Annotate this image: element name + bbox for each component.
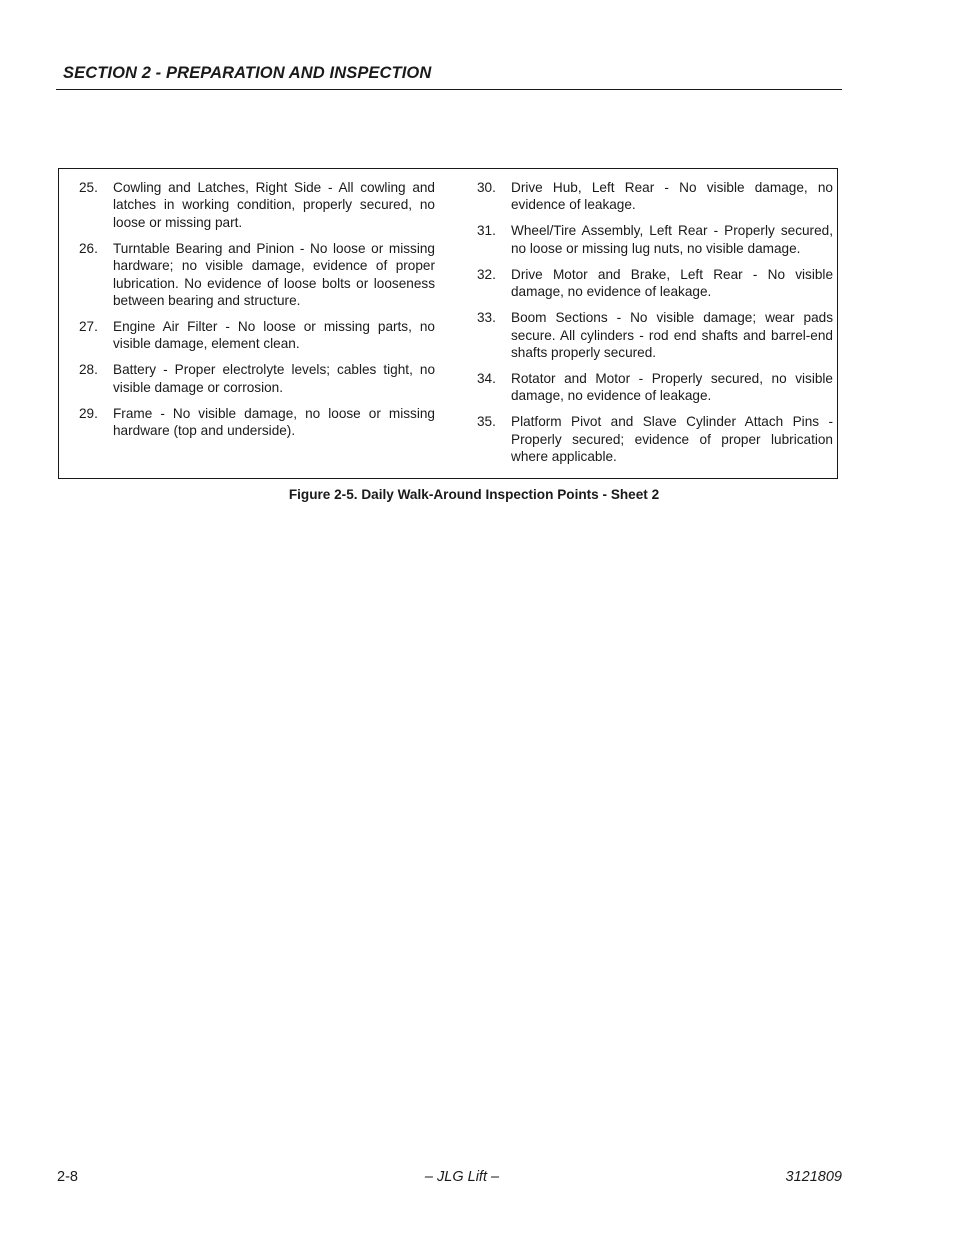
item-number: 35. bbox=[477, 414, 496, 430]
item-number: 29. bbox=[79, 405, 98, 421]
item-text: Platform Pivot and Slave Cylinder Attach Pins - Properly secured; evidence of proper lubrication where applicable. bbox=[511, 414, 833, 465]
item-number: 28. bbox=[79, 362, 98, 378]
list-item bbox=[79, 405, 435, 440]
list-item bbox=[477, 179, 833, 214]
list-item bbox=[477, 413, 833, 465]
list-item bbox=[477, 370, 833, 405]
item-text: Turntable Bearing and Pinion - No loose or missing hardware; no visible damage, evidence of proper lubrication. No evidence of loose bolts or looseness between bearing and structure. bbox=[113, 240, 435, 309]
item-text: Boom Sections - No visible damage; wear pads secure. All cylinders - rod end shafts and barrel-end shafts properly secured. bbox=[511, 310, 833, 361]
list-item bbox=[79, 361, 435, 396]
item-text: Drive Motor and Brake, Left Rear - No visible damage, no evidence of leakage. bbox=[511, 266, 833, 300]
item-text: Wheel/Tire Assembly, Left Rear - Properly secured, no loose or missing lug nuts, no visible damage. bbox=[511, 223, 833, 256]
figure-caption bbox=[0, 487, 954, 502]
inspection-list-right bbox=[477, 179, 833, 474]
item-number: 30. bbox=[477, 180, 496, 195]
item-number: 31. bbox=[477, 223, 496, 239]
list-item bbox=[79, 240, 435, 310]
item-text: Frame - No visible damage, no loose or missing hardware (top and underside). bbox=[113, 405, 435, 439]
header-divider bbox=[56, 89, 842, 90]
document-number: 3121809 bbox=[785, 1169, 842, 1185]
list-item bbox=[79, 179, 435, 231]
inspection-list-left bbox=[79, 179, 435, 448]
footer-brand-text: – JLG Lift – bbox=[424, 1169, 500, 1185]
figure-caption-text: Figure 2-5. Daily Walk-Around Inspection Points - Sheet 2 bbox=[288, 487, 660, 502]
item-number: 34. bbox=[477, 371, 496, 387]
item-number: 25. bbox=[79, 180, 98, 195]
item-text: Engine Air Filter - No loose or missing parts, no visible damage, element clean. bbox=[113, 319, 435, 352]
item-text: Rotator and Motor - Properly secured, no visible damage, no evidence of leakage. bbox=[511, 371, 833, 404]
item-number: 26. bbox=[79, 240, 98, 256]
item-text: Battery - Proper electrolyte levels; cables tight, no visible damage or corrosion. bbox=[113, 362, 435, 395]
inspection-points-box bbox=[58, 168, 838, 479]
list-item bbox=[477, 266, 833, 301]
list-item bbox=[477, 222, 833, 257]
list-item bbox=[477, 309, 833, 361]
item-number: 32. bbox=[477, 266, 496, 282]
list-item bbox=[79, 318, 435, 353]
item-number: 33. bbox=[477, 310, 496, 326]
item-text: Cowling and Latches, Right Side - All cowling and latches in working condition, properly secured, no loose or missing part. bbox=[113, 180, 435, 230]
item-text: Drive Hub, Left Rear - No visible damage, no evidence of leakage. bbox=[511, 180, 833, 213]
page-number: 2-8 bbox=[57, 1169, 78, 1185]
section-title: SECTION 2 - PREPARATION AND INSPECTION bbox=[63, 64, 432, 82]
item-number: 27. bbox=[79, 319, 98, 335]
